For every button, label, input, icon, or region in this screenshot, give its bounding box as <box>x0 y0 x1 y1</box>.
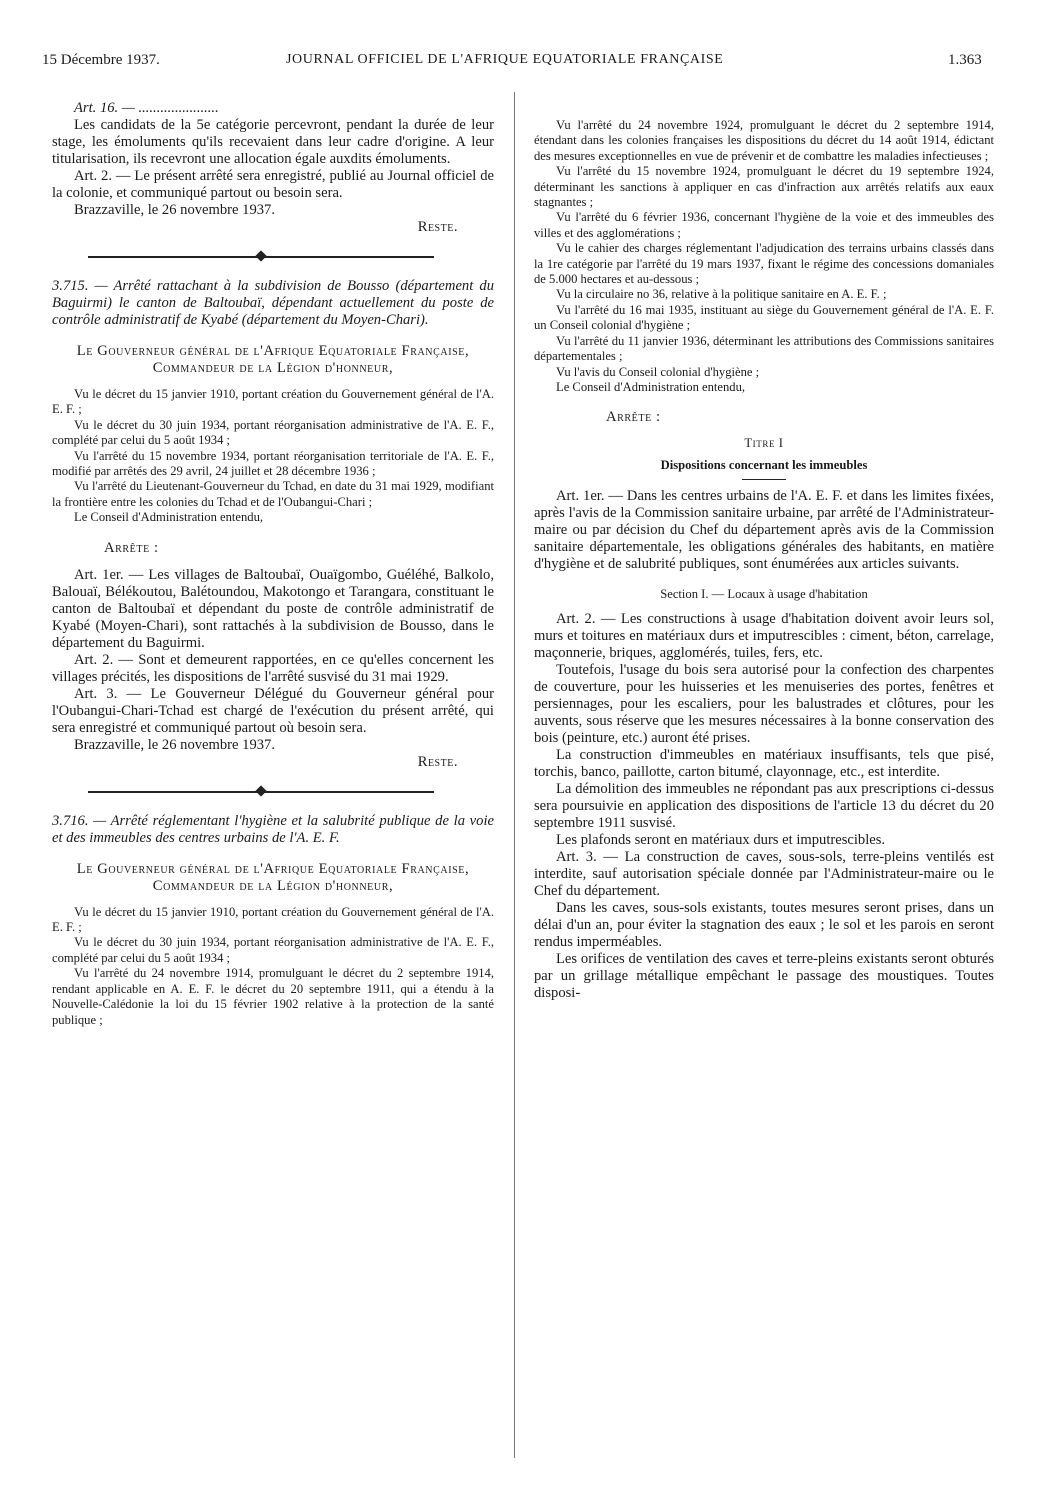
title-rule <box>742 479 786 480</box>
paragraph-caves: Dans les caves, sous-sols existants, toutes mesures seront prises, dans un délai d'un an, pour éviter la stagnation des eaux ; le sol et les parois en seront rendus imperméables. <box>534 899 994 950</box>
place-date-1: Brazzaville, le 26 novembre 1937. <box>74 202 275 218</box>
journal-title: JOURNAL OFFICIEL DE L'AFRIQUE EQUATORIALE FRANÇAISE <box>286 52 724 67</box>
section-separator <box>52 246 494 268</box>
column-divider <box>514 92 515 1458</box>
vu-item: Vu l'arrêté du Lieutenant-Gouverneur du Tchad, en date du 31 mai 1929, modifiant la frontière entre les colonies du Tchad et de l'Oubangui-Chari ; <box>52 479 494 509</box>
article-1-centres-urbains: Art. 1er. — Dans les centres urbains de l'A. E. F. et dans les limites fixées, après l'avis de la Commission sanitaire urbaine, par arrêté de l'Administrateur-maire ou par décision du Chef du département après avis de la Commission sanitaire départementale, les obligations générales des habitants, en matière d'hygiène et de salubrité publiques, sont énumérées aux articles suivants. <box>534 488 994 573</box>
art2-publication: Art. 2. — Le présent arrêté sera enregistré, publié au Journal officiel de la colonie, et communiqué partout ou besoin sera. <box>52 168 494 201</box>
art16-heading: Art. 16. — ...................... <box>74 100 219 116</box>
arrete-3715-title: 3.715. — Arrêté rattachant à la subdivision de Bousso (département du Baguirmi) le canton de Baltoubaï, dépendant actuellement du poste de contrôle administratif de Kyabé (département du Moyen-Chari). <box>52 278 494 328</box>
art16-body: Les candidats de la 5e catégorie percevront, pendant la durée de leur stage, les émoluments qu'ils recevaient dans leur cadre d'origine. A leur titularisation, ils recevront une allocation égale auxdits émoluments. <box>52 117 494 167</box>
vu-item: Le Conseil d'Administration entendu, <box>74 510 264 525</box>
vu-item: Vu le cahier des charges réglementant l'adjudication des terrains urbains classés dans la 1re catégorie par l'arrêté du 19 mars 1937, fixant le régime des concessions domaniales de 5.000 hectares et au-dessous ; <box>534 241 994 287</box>
vu-item: Vu le décret du 30 juin 1934, portant réorganisation administrative de l'A. E. F., complété par celui du 5 août 1934 ; <box>52 417 494 448</box>
vu-item: Vu l'avis du Conseil colonial d'hygiène ; <box>556 364 760 379</box>
section-1-heading: Section I. — Locaux à usage d'habitation <box>660 587 868 602</box>
left-column <box>52 100 494 1028</box>
vu-item: Vu le décret du 15 janvier 1910, portant création du Gouvernement général de l'A. E. F. ; <box>52 904 494 935</box>
issue-date: 15 Décembre 1937. <box>42 52 160 68</box>
article-3-execution: Art. 3. — Le Gouverneur Délégué du Gouverneur général pour l'Oubangui-Chari-Tchad est chargé de l'exécution du présent arrêté, qui sera enregistré et communiqué partout où besoin sera. <box>52 685 494 736</box>
vu-item: Vu l'arrêté du 16 mai 1935, instituant au siège du Gouvernement général de l'A. E. F. un Conseil colonial d'hygiène ; <box>534 302 994 333</box>
article-2-constructions: Art. 2. — Les constructions à usage d'habitation doivent avoir leurs sol, murs et toitures en matériaux durs et imputrescibles : ciment, béton, carrelage, maçonnerie, briques, agglomérés, tuiles, fers, etc. <box>534 610 994 661</box>
article-3-caves: Art. 3. — La construction de caves, sous-sols, terre-pleins ventilés est interdite, sauf autorisation spéciale donnée par l'Administrateur-maire ou le Chef du département. <box>534 848 994 899</box>
paragraph-plafonds: Les plafonds seront en matériaux durs et imputrescibles. <box>556 831 886 848</box>
vu-item: Vu l'arrêté du 15 novembre 1924, promulguant le décret du 19 septembre 1924, déterminant les sanctions à appliquer en cas d'infraction aux arrêtés relatifs aux eaux stagnantes ; <box>534 164 994 210</box>
vu-item: Vu l'arrêté du 24 novembre 1914, promulguant le décret du 2 septembre 1914, rendant applicable en A. E. F. le décret du 20 septembre 1911, qui a étendu à la Nouvelle-Calédonie la loi du 15 février 1902 relative à la protection de la santé publique ; <box>52 966 494 1027</box>
vu-item: Vu l'arrêté du 24 novembre 1924, promulguant le décret du 2 septembre 1914, étendant dans les colonies françaises les dispositions du décret du 14 août 1914, édictant des mesures exceptionnelles en vue de prévenir et de combattre les maladies infectieuses ; <box>534 118 994 163</box>
vu-item: Vu l'arrêté du 15 novembre 1934, portant réorganisation territoriale de l'A. E. F., modifié par arrêtés des 29 avril, 24 juillet et 28 décembre 1936 ; <box>52 448 494 479</box>
place-date-2: Brazzaville, le 26 novembre 1937. <box>74 736 275 753</box>
titre-subheading: Dispositions concernant les immeubles <box>660 457 868 472</box>
vu-item: Vu le décret du 30 juin 1934, portant réorganisation administrative de l'A. E. F., complété par celui du 5 août 1934 ; <box>52 935 494 965</box>
page-number: 1.363 <box>948 52 982 68</box>
vu-item: Vu le décret du 15 janvier 1910, portant création du Gouvernement général de l'A. E. F. ; <box>52 387 494 417</box>
titre-heading: Titre I <box>744 436 784 451</box>
signature-2: Reste. <box>417 753 458 770</box>
vu-item: Vu la circulaire no 36, relative à la politique sanitaire en A. E. F. ; <box>556 287 887 302</box>
governor-heading-2: Le Gouverneur général de l'Afrique Equatoriale Française, Commandeur de la Légion d'honneur, <box>76 860 470 894</box>
article-1-villages: Art. 1er. — Les villages de Baltoubaï, Ouaïgombo, Guéléhé, Balkolo, Balouaï, Bélékoutou, Balétoundou, Makotongo et Tarangara, constituant le canton de Baltoubaï et dépendant du poste de contrôle administratif de Kyabé (Moyen-Chari), sont rattachés à la subdivision de Bousso, dans le département du Baguirmi. <box>52 566 494 651</box>
section-separator <box>52 781 494 803</box>
arrete-heading-2: Arrête : <box>606 409 661 426</box>
article-2-rapportees: Art. 2. — Sont et demeurent rapportées, en ce qu'elles concernent les villages précités, les dispositions de l'arrêté susvisé du 31 mai 1929. <box>52 651 494 685</box>
paragraph-orifices: Les orifices de ventilation des caves et terre-pleins existants seront obturés par un grillage métallique empêchant le passage des moustiques. Toutes disposi- <box>534 950 994 1001</box>
paragraph-toutefois: Toutefois, l'usage du bois sera autorisé pour la confection des charpentes de couverture, pour les huisseries et les menuiseries des portes, fenêtres et persiennages, pour les escaliers, pour les balustrades et clôtures, pour les auvents, sous réserve que les mesures nécessaires à la bonne conservation des bois (peinture, etc.) auront été prises. <box>534 661 994 746</box>
right-column <box>534 118 994 1002</box>
vu-item: Vu l'arrêté du 6 février 1936, concernant l'hygiène de la voie et des immeubles des villes et des agglomérations ; <box>534 210 994 240</box>
page-header <box>0 48 1060 74</box>
spacer <box>534 573 994 587</box>
governor-heading-1: Le Gouverneur général de l'Afrique Equatoriale Française, Commandeur de la Légion d'honneur, <box>76 343 470 376</box>
arrete-3716-title: 3.716. — Arrêté réglementant l'hygiène et la salubrité publique de la voie et des immeubles des centres urbains de l'A. E. F. <box>52 812 494 846</box>
spacer <box>534 603 994 611</box>
signature-1: Reste. <box>417 219 458 235</box>
vu-item: Le Conseil d'Administration entendu, <box>556 379 746 394</box>
vu-item: Vu l'arrêté du 11 janvier 1936, déterminant les attributions des Commissions sanitaires départementales ; <box>534 333 994 364</box>
arrete-heading-1: Arrête : <box>104 539 159 556</box>
paragraph-demolition: La démolition des immeubles ne répondant pas aux prescriptions ci-dessus sera poursuivie en application des dispositions de l'article 13 du décret du 20 septembre 1911 susvisé. <box>534 780 994 831</box>
paragraph-construction: La construction d'immeubles en matériaux insuffisants, tels que pisé, torchis, banco, paillotte, carton bitumé, clayonnage, etc., est interdite. <box>534 746 994 780</box>
